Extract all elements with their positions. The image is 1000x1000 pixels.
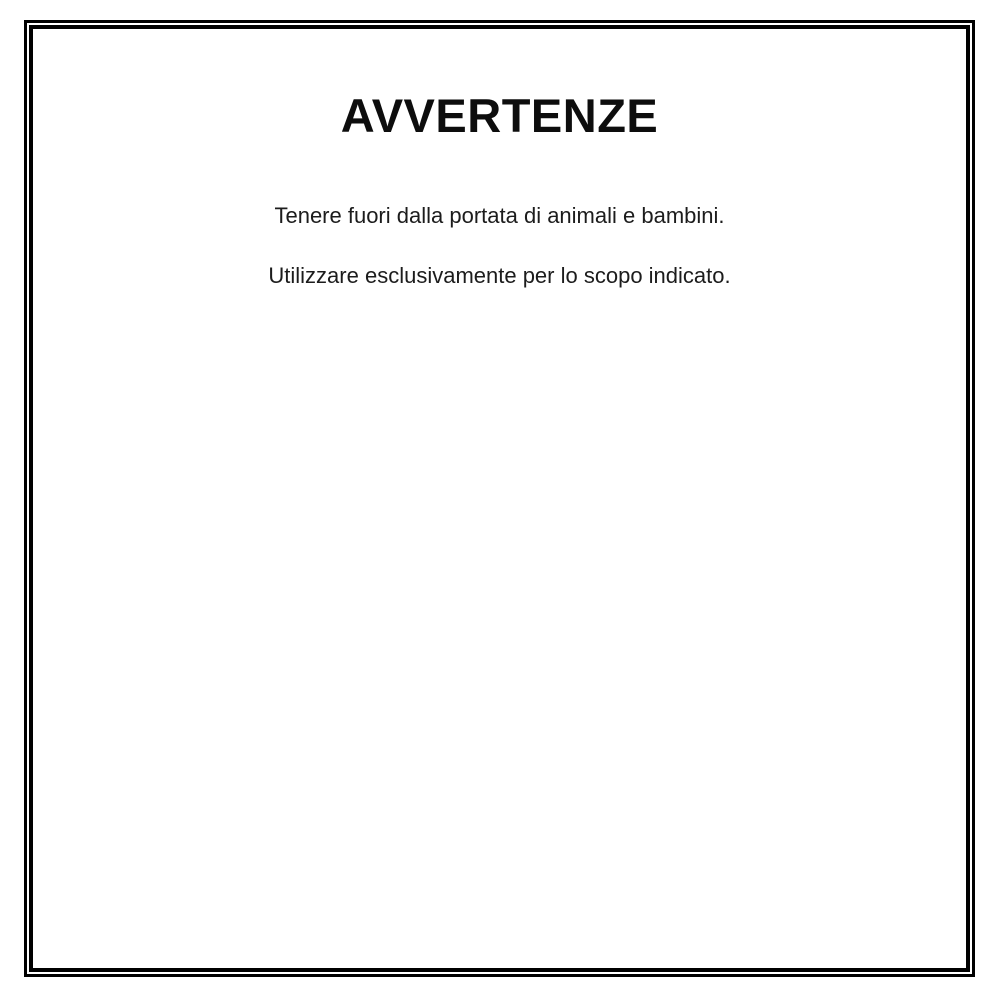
document-frame xyxy=(24,20,975,977)
warning-line-2: Utilizzare esclusivamente per lo scopo indicato. xyxy=(268,263,731,289)
warning-line-1: Tenere fuori dalla portata di animali e bambini. xyxy=(274,203,725,229)
document-frame-inner xyxy=(29,25,970,972)
page-title: AVVERTENZE xyxy=(340,89,659,142)
